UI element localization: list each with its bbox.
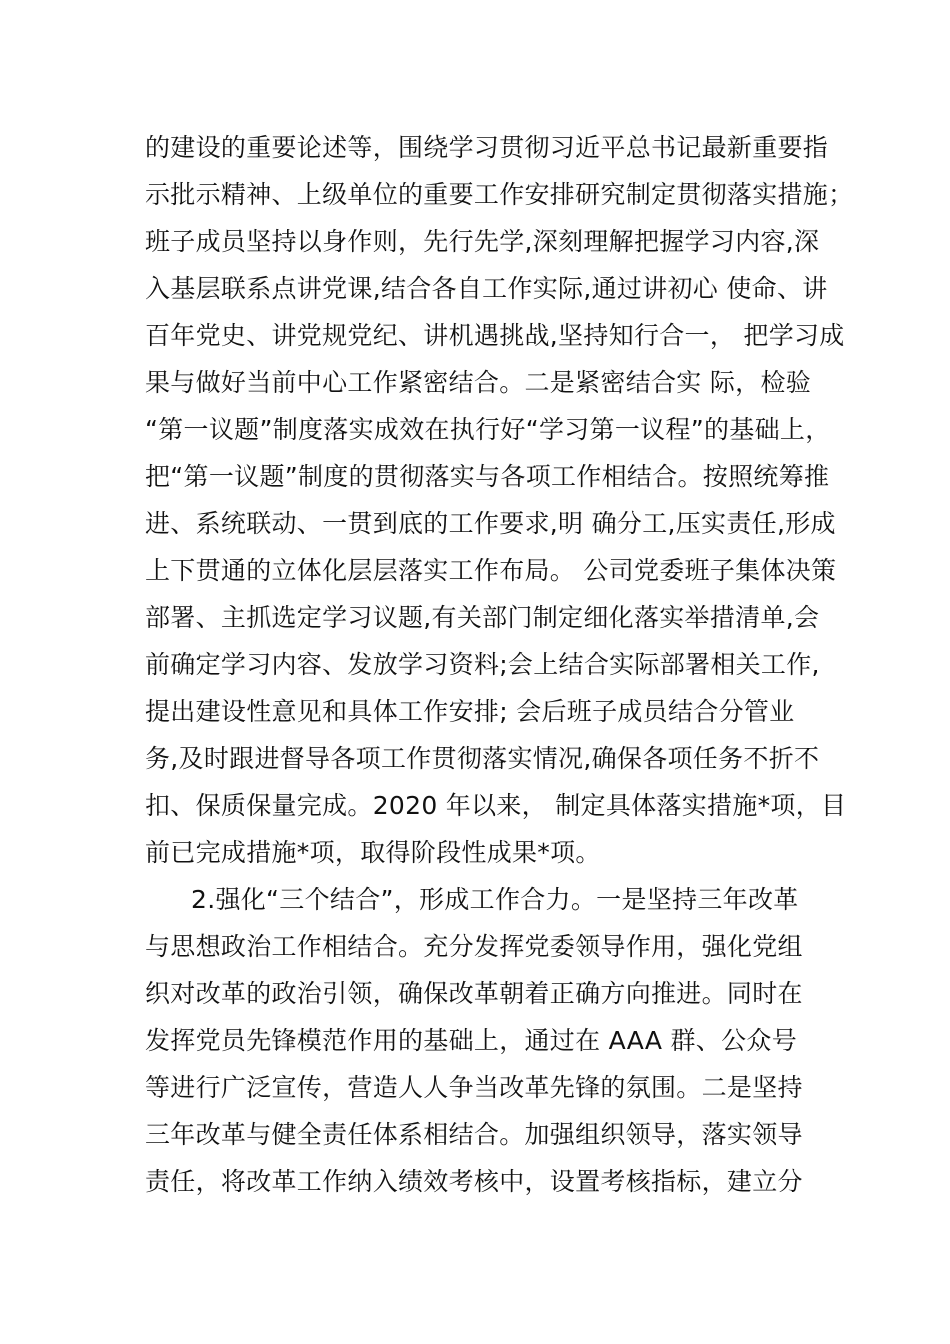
text-line: 入基层联系点讲党课,结合各自工作实际,通过讲初心 使命、讲 [145,274,828,303]
text-line: “第一议题”制度落实成效在执行好“学习第一议程”的基础上， [145,415,831,444]
text-line: 把“第一议题”制度的贯彻落实与各项工作相结合。按照统筹推 [145,462,830,491]
text-line: 进、系统联动、一贯到底的工作要求,明 确分工,压实责任,形成 [145,509,836,538]
text-line: 责任，将改革工作纳入绩效考核中，设置考核指标，建立分 [145,1167,803,1196]
text-line: 的建设的重要论述等，围绕学习贯彻习近平总书记最新重要指 [145,133,829,162]
text-line: 前已完成措施*项，取得阶段性成果*项。 [145,838,601,867]
text-line: 扣、保质保量完成。2020 年以来， 制定具体落实措施*项，目 [145,791,847,820]
text-line: 前确定学习内容、发放学习资料;会上结合实际部署相关工作, [145,650,820,679]
text-line: 与思想政治工作相结合。充分发挥党委领导作用，强化党组 [145,932,803,961]
text-line: 示批示精神、上级单位的重要工作安排研究制定贯彻落实措施； [145,180,854,209]
text-line: 提出建设性意见和具体工作安排; 会后班子成员结合分管业 [145,697,795,726]
text-line: 上下贯通的立体化层层落实工作布局。 公司党委班子集体决策 [145,556,837,585]
paragraph-heading-line: 2.强化“三个结合”，形成工作合力。一是坚持三年改革 [191,885,799,914]
document-body [145,124,854,1205]
text-line: 等进行广泛宣传，营造人人争当改革先锋的氛围。二是坚持 [145,1073,803,1102]
paragraph-1 [145,124,854,876]
text-line: 果与做好当前中心工作紧密结合。二是紧密结合实 际，检验 [145,368,812,397]
text-line: 发挥党员先锋模范作用的基础上，通过在 AAA 群、公众号 [145,1026,797,1055]
text-line: 百年党史、讲党规党纪、讲机遇挑战,坚持知行合一， 把学习成 [145,321,845,350]
paragraph-2 [145,876,845,1205]
text-line: 三年改革与健全责任体系相结合。加强组织领导，落实领导 [145,1120,803,1149]
text-line: 部署、主抓选定学习议题,有关部门制定细化落实举措清单,会 [145,603,820,632]
text-line: 班子成员坚持以身作则，先行先学,深刻理解把握学习内容,深 [145,227,820,256]
text-line: 织对改革的政治引领，确保改革朝着正确方向推进。同时在 [145,979,803,1008]
text-line: 务,及时跟进督导各项工作贯彻落实情况,确保各项任务不折不 [145,744,820,773]
